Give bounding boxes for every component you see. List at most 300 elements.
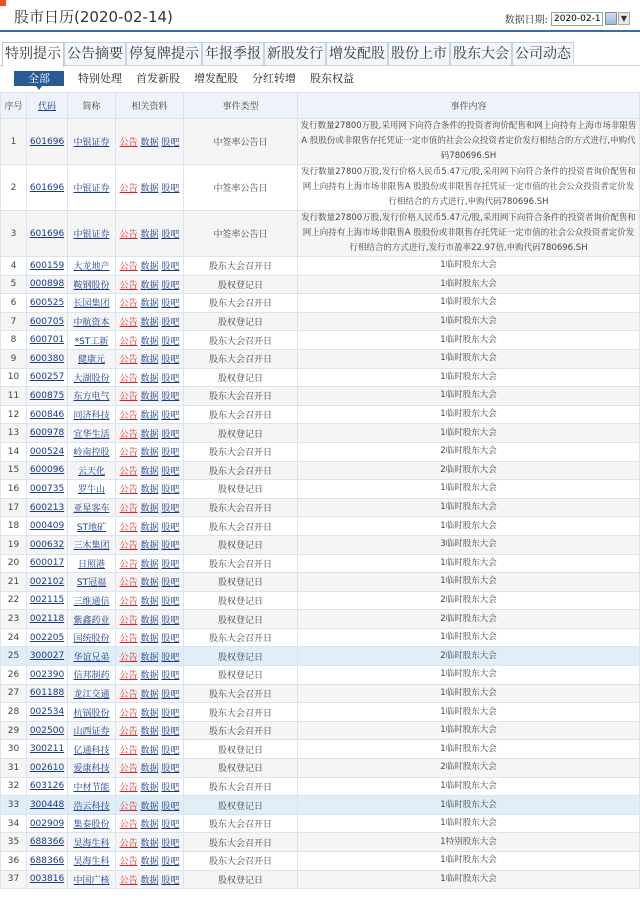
announcement-link[interactable]: 公告 <box>119 875 138 886</box>
row-name <box>68 759 116 778</box>
row-code <box>27 442 68 461</box>
guba-link[interactable]: 股吧 <box>161 857 180 868</box>
guba-link[interactable]: 股吧 <box>161 820 180 831</box>
announcement-link[interactable]: 公告 <box>119 689 138 700</box>
stock-name-link[interactable]: 亚星客车 <box>73 504 110 515</box>
row-code <box>27 573 68 592</box>
stock-name-link[interactable]: 罗牛山 <box>77 485 105 496</box>
data-link[interactable]: 数据 <box>140 708 159 719</box>
stock-code-link[interactable]: 000409 <box>29 521 65 532</box>
row-code <box>27 119 68 165</box>
stock-name-link[interactable]: 华谊兄弟 <box>73 652 110 663</box>
announcement-link[interactable]: 公告 <box>119 504 138 515</box>
stock-name-link[interactable]: 同济科技 <box>73 411 110 422</box>
chevron-down-icon[interactable]: ▼ <box>618 12 630 25</box>
announcement-link[interactable]: 公告 <box>119 671 138 682</box>
stock-name-link[interactable]: 浩云科技 <box>73 801 110 812</box>
data-link[interactable]: 数据 <box>140 485 159 496</box>
guba-link[interactable]: 股吧 <box>161 541 180 552</box>
row-code <box>27 684 68 703</box>
announcement-link[interactable]: 公告 <box>119 466 138 477</box>
announcement-link[interactable]: 公告 <box>119 541 138 552</box>
row-related <box>116 387 184 406</box>
row-name <box>68 814 116 833</box>
row-code <box>27 628 68 647</box>
tab-1[interactable]: 公告摘要 <box>64 42 126 65</box>
row-related <box>116 405 184 424</box>
stock-code-link[interactable]: 002534 <box>29 707 65 718</box>
table-row <box>1 498 640 517</box>
guba-link[interactable]: 股吧 <box>161 138 180 148</box>
stock-name-link[interactable]: 集泰股份 <box>73 820 110 831</box>
announcement-link[interactable]: 公告 <box>119 857 138 868</box>
row-seq: 16 <box>1 480 27 499</box>
row-seq: 5 <box>1 275 27 294</box>
row-event-type: 股权登记日 <box>184 610 298 629</box>
data-link[interactable]: 数据 <box>140 764 159 775</box>
guba-link[interactable]: 股吧 <box>161 596 180 607</box>
stock-code-link[interactable]: 002205 <box>29 632 65 643</box>
data-link[interactable]: 数据 <box>140 138 159 148</box>
subtab-2[interactable]: 首发新股 <box>136 72 180 85</box>
row-code <box>27 165 68 211</box>
stock-code-link[interactable]: 000524 <box>29 446 65 457</box>
stock-name-link[interactable]: 中银证券 <box>73 230 110 240</box>
data-link[interactable]: 数据 <box>140 448 159 459</box>
stock-name-link[interactable]: ST地矿 <box>76 522 107 533</box>
stock-code-link[interactable]: 600701 <box>29 335 65 346</box>
data-link[interactable]: 数据 <box>140 559 159 570</box>
calendar-icon[interactable] <box>605 12 617 25</box>
guba-link[interactable]: 股吧 <box>161 411 180 422</box>
announcement-link[interactable]: 公告 <box>119 652 138 663</box>
data-link[interactable]: 数据 <box>140 262 159 273</box>
guba-link[interactable]: 股吧 <box>161 355 180 366</box>
stock-code-link[interactable]: 600846 <box>29 409 65 420</box>
announcement-link[interactable]: 公告 <box>119 578 138 589</box>
stock-name-link[interactable]: 三木集团 <box>73 541 110 552</box>
row-seq: 10 <box>1 368 27 387</box>
row-code <box>27 294 68 313</box>
announcement-link[interactable]: 公告 <box>119 745 138 756</box>
row-seq: 21 <box>1 573 27 592</box>
stock-code-link[interactable]: 601696 <box>29 182 65 193</box>
row-event-content: 1临时股东大会 <box>298 814 640 833</box>
data-link[interactable]: 数据 <box>140 230 159 240</box>
row-event-type: 股权登记日 <box>184 535 298 554</box>
stock-code-link[interactable]: 601696 <box>29 228 65 239</box>
stock-code-link[interactable]: 600257 <box>29 372 65 383</box>
stock-code-link[interactable]: 003816 <box>29 874 65 885</box>
announcement-link[interactable]: 公告 <box>119 727 138 738</box>
stock-name-link[interactable]: 云天化 <box>77 466 105 477</box>
row-related <box>116 759 184 778</box>
data-link[interactable]: 数据 <box>140 615 159 626</box>
announcement-link[interactable]: 公告 <box>119 262 138 273</box>
table-row <box>1 517 640 536</box>
announcement-link[interactable]: 公告 <box>119 373 138 384</box>
guba-link[interactable]: 股吧 <box>161 504 180 515</box>
announcement-link[interactable]: 公告 <box>119 411 138 422</box>
guba-link[interactable]: 股吧 <box>161 336 180 347</box>
row-event-content: 1临时股东大会 <box>298 257 640 276</box>
row-seq: 18 <box>1 517 27 536</box>
guba-link[interactable]: 股吧 <box>161 466 180 477</box>
guba-link[interactable]: 股吧 <box>161 262 180 273</box>
row-related <box>116 628 184 647</box>
announcement-link[interactable]: 公告 <box>119 522 138 533</box>
row-event-content: 1临时股东大会 <box>298 703 640 722</box>
stock-name-link[interactable]: 爱康科技 <box>73 764 110 775</box>
data-link[interactable]: 数据 <box>140 634 159 645</box>
guba-link[interactable]: 股吧 <box>161 875 180 886</box>
stock-name-link[interactable]: 国统股份 <box>73 634 110 645</box>
guba-link[interactable]: 股吧 <box>161 634 180 645</box>
row-related <box>116 165 184 211</box>
data-link[interactable]: 数据 <box>140 411 159 422</box>
stock-code-link[interactable]: 688366 <box>29 855 65 866</box>
data-link[interactable]: 数据 <box>140 857 159 868</box>
row-event-type: 股权登记日 <box>184 870 298 889</box>
stock-code-link[interactable]: 000735 <box>29 483 65 494</box>
tab-6[interactable]: 股份上市 <box>388 42 450 65</box>
stock-code-link[interactable]: 600096 <box>29 465 65 476</box>
subtab-4[interactable]: 分红转增 <box>252 72 296 85</box>
row-code <box>27 368 68 387</box>
row-seq: 36 <box>1 852 27 871</box>
stock-code-link[interactable]: 002500 <box>29 725 65 736</box>
table-header-row <box>1 93 640 119</box>
row-event-content: 发行数量27800万股,采用网下向符合条件的投资者询价配售和网上向持有上海市场非限售A 股股份或非限售存托凭证一定市值的社会公众投资者定价发行相结合的方式进行,申购代码780696.SH <box>298 119 640 165</box>
announcement-link[interactable]: 公告 <box>119 838 138 849</box>
stock-code-link[interactable]: 600017 <box>29 558 65 569</box>
stock-code-link[interactable]: 600875 <box>29 390 65 401</box>
row-seq: 3 <box>1 211 27 257</box>
data-link[interactable]: 数据 <box>140 280 159 291</box>
announcement-link[interactable]: 公告 <box>119 280 138 291</box>
row-seq: 19 <box>1 535 27 554</box>
row-code <box>27 591 68 610</box>
stock-name-link[interactable]: ST冠福 <box>76 578 107 589</box>
stock-code-link[interactable]: 002390 <box>29 669 65 680</box>
stock-code-link[interactable]: 688366 <box>29 837 65 848</box>
guba-link[interactable]: 股吧 <box>161 429 180 440</box>
stock-name-link[interactable]: 信邦制药 <box>73 671 110 682</box>
row-related <box>116 721 184 740</box>
guba-link[interactable]: 股吧 <box>161 299 180 310</box>
row-event-content: 2临时股东大会 <box>298 591 640 610</box>
row-name <box>68 628 116 647</box>
table-row <box>1 777 640 796</box>
table-row <box>1 165 640 211</box>
announcement-link[interactable]: 公告 <box>119 184 138 194</box>
data-link[interactable]: 数据 <box>140 336 159 347</box>
subtab-3[interactable]: 增发配股 <box>194 72 238 85</box>
announcement-link[interactable]: 公告 <box>119 138 138 148</box>
stock-name-link[interactable]: 龙江交通 <box>73 689 110 700</box>
stock-name-link[interactable]: 东方电气 <box>73 392 110 403</box>
data-link[interactable]: 数据 <box>140 596 159 607</box>
tab-8[interactable]: 公司动态 <box>512 42 574 65</box>
data-link[interactable]: 数据 <box>140 184 159 194</box>
table-row <box>1 405 640 424</box>
data-link[interactable]: 数据 <box>140 392 159 403</box>
row-name <box>68 870 116 889</box>
data-link[interactable]: 数据 <box>140 838 159 849</box>
announcement-link[interactable]: 公告 <box>119 392 138 403</box>
row-event-type: 股东大会召开日 <box>184 684 298 703</box>
guba-link[interactable]: 股吧 <box>161 838 180 849</box>
stock-name-link[interactable]: *ST工新 <box>74 336 109 347</box>
stock-name-link[interactable]: 中银证券 <box>73 138 110 148</box>
guba-link[interactable]: 股吧 <box>161 230 180 240</box>
announcement-link[interactable]: 公告 <box>119 355 138 366</box>
announcement-link[interactable]: 公告 <box>119 615 138 626</box>
row-event-content: 1临时股东大会 <box>298 740 640 759</box>
announcement-link[interactable]: 公告 <box>119 336 138 347</box>
stock-code-link[interactable]: 600978 <box>29 428 65 439</box>
row-related <box>116 870 184 889</box>
row-event-type: 股权登记日 <box>184 759 298 778</box>
announcement-link[interactable]: 公告 <box>119 708 138 719</box>
row-code <box>27 703 68 722</box>
table-row <box>1 573 640 592</box>
stock-name-link[interactable]: 宜华生活 <box>73 429 110 440</box>
stock-code-link[interactable]: 002610 <box>29 762 65 773</box>
guba-link[interactable]: 股吧 <box>161 280 180 291</box>
stock-name-link[interactable]: 大龙地产 <box>73 262 110 273</box>
table-row <box>1 684 640 703</box>
guba-link[interactable]: 股吧 <box>161 764 180 775</box>
stock-code-link[interactable]: 300027 <box>29 651 65 662</box>
sort-code-link[interactable]: 代码 <box>37 102 56 112</box>
stock-name-link[interactable]: 中航资本 <box>73 318 110 329</box>
row-seq: 29 <box>1 721 27 740</box>
announcement-link[interactable]: 公告 <box>119 634 138 645</box>
stock-code-link[interactable]: 002118 <box>29 614 65 625</box>
tab-4[interactable]: 新股发行 <box>264 42 326 65</box>
stock-code-link[interactable]: 300211 <box>29 744 65 755</box>
announcement-link[interactable]: 公告 <box>119 318 138 329</box>
row-code <box>27 554 68 573</box>
stock-code-link[interactable]: 600380 <box>29 353 65 364</box>
row-code <box>27 535 68 554</box>
row-name <box>68 424 116 443</box>
data-link[interactable]: 数据 <box>140 782 159 793</box>
row-seq: 23 <box>1 610 27 629</box>
table-row <box>1 211 640 257</box>
tab-0[interactable]: 特别提示 <box>2 42 64 67</box>
data-link[interactable]: 数据 <box>140 466 159 477</box>
data-link[interactable]: 数据 <box>140 689 159 700</box>
stock-code-link[interactable]: 603126 <box>29 781 65 792</box>
stock-code-link[interactable]: 002909 <box>29 818 65 829</box>
row-event-content: 1临时股东大会 <box>298 424 640 443</box>
subtab-5[interactable]: 股东权益 <box>310 72 354 85</box>
data-link[interactable]: 数据 <box>140 671 159 682</box>
stock-code-link[interactable]: 000632 <box>29 539 65 550</box>
guba-link[interactable]: 股吧 <box>161 652 180 663</box>
guba-link[interactable]: 股吧 <box>161 485 180 496</box>
row-related <box>116 535 184 554</box>
table-row <box>1 703 640 722</box>
stock-name-link[interactable]: 长园集团 <box>73 299 110 310</box>
announcement-link[interactable]: 公告 <box>119 782 138 793</box>
row-event-type: 股权登记日 <box>184 591 298 610</box>
row-name <box>68 349 116 368</box>
row-seq: 6 <box>1 294 27 313</box>
row-event-type: 股东大会召开日 <box>184 554 298 573</box>
row-related <box>116 591 184 610</box>
announcement-link[interactable]: 公告 <box>119 485 138 496</box>
row-code <box>27 814 68 833</box>
stock-code-link[interactable]: 300448 <box>29 800 65 811</box>
row-name <box>68 498 116 517</box>
announcement-link[interactable]: 公告 <box>119 299 138 310</box>
announcement-link[interactable]: 公告 <box>119 820 138 831</box>
data-link[interactable]: 数据 <box>140 522 159 533</box>
announcement-link[interactable]: 公告 <box>119 429 138 440</box>
date-input[interactable] <box>551 12 603 26</box>
guba-link[interactable]: 股吧 <box>161 578 180 589</box>
row-event-type: 股东大会召开日 <box>184 833 298 852</box>
guba-link[interactable]: 股吧 <box>161 727 180 738</box>
row-seq: 13 <box>1 424 27 443</box>
guba-link[interactable]: 股吧 <box>161 782 180 793</box>
stock-code-link[interactable]: 601696 <box>29 136 65 147</box>
tab-5[interactable]: 增发配股 <box>326 42 388 65</box>
guba-link[interactable]: 股吧 <box>161 689 180 700</box>
guba-link[interactable]: 股吧 <box>161 373 180 384</box>
row-related <box>116 740 184 759</box>
guba-link[interactable]: 股吧 <box>161 708 180 719</box>
row-related <box>116 294 184 313</box>
stock-code-link[interactable]: 600159 <box>29 260 65 271</box>
row-code <box>27 796 68 815</box>
guba-link[interactable]: 股吧 <box>161 801 180 812</box>
data-link[interactable]: 数据 <box>140 727 159 738</box>
stock-code-link[interactable]: 600213 <box>29 502 65 513</box>
announcement-link[interactable]: 公告 <box>119 448 138 459</box>
stock-name-link[interactable]: 日照港 <box>77 559 105 570</box>
data-link[interactable]: 数据 <box>140 875 159 886</box>
guba-link[interactable]: 股吧 <box>161 184 180 194</box>
stock-name-link[interactable]: 亿通科技 <box>73 745 110 756</box>
data-link[interactable]: 数据 <box>140 504 159 515</box>
stock-name-link[interactable]: 健康元 <box>77 355 105 366</box>
row-related <box>116 852 184 871</box>
announcement-link[interactable]: 公告 <box>119 764 138 775</box>
data-link[interactable]: 数据 <box>140 652 159 663</box>
announcement-link[interactable]: 公告 <box>119 801 138 812</box>
row-code <box>27 610 68 629</box>
guba-link[interactable]: 股吧 <box>161 318 180 329</box>
stock-code-link[interactable]: 002115 <box>29 595 65 606</box>
stock-code-link[interactable]: 600705 <box>29 316 65 327</box>
data-link[interactable]: 数据 <box>140 820 159 831</box>
guba-link[interactable]: 股吧 <box>161 615 180 626</box>
row-event-type: 股权登记日 <box>184 740 298 759</box>
data-link[interactable]: 数据 <box>140 373 159 384</box>
data-link[interactable]: 数据 <box>140 355 159 366</box>
tab-3[interactable]: 年报季报 <box>202 42 264 65</box>
col-seq: 序号 <box>1 93 27 119</box>
stock-name-link[interactable]: 杭锅股份 <box>73 708 110 719</box>
row-seq: 26 <box>1 666 27 685</box>
guba-link[interactable]: 股吧 <box>161 392 180 403</box>
subtab-0[interactable]: 全部 <box>14 71 64 86</box>
row-name <box>68 405 116 424</box>
guba-link[interactable]: 股吧 <box>161 559 180 570</box>
table-row <box>1 442 640 461</box>
stock-code-link[interactable]: 000898 <box>29 279 65 290</box>
row-name <box>68 480 116 499</box>
stock-name-link[interactable]: 三维通信 <box>73 596 110 607</box>
stock-code-link[interactable]: 002102 <box>29 576 65 587</box>
guba-link[interactable]: 股吧 <box>161 522 180 533</box>
stock-name-link[interactable]: 中材节能 <box>73 782 110 793</box>
table-row <box>1 833 640 852</box>
row-seq: 31 <box>1 759 27 778</box>
data-link[interactable]: 数据 <box>140 745 159 756</box>
stock-name-link[interactable]: 昊海生科 <box>73 838 110 849</box>
stock-name-link[interactable]: 昊海生科 <box>73 857 110 868</box>
data-link[interactable]: 数据 <box>140 318 159 329</box>
row-related <box>116 610 184 629</box>
row-name <box>68 165 116 211</box>
row-event-content: 1临时股东大会 <box>298 666 640 685</box>
tab-2[interactable]: 停复牌提示 <box>126 42 202 65</box>
guba-link[interactable]: 股吧 <box>161 671 180 682</box>
stock-code-link[interactable]: 600525 <box>29 297 65 308</box>
data-link[interactable]: 数据 <box>140 299 159 310</box>
table-row <box>1 461 640 480</box>
guba-link[interactable]: 股吧 <box>161 448 180 459</box>
row-event-type: 股东大会召开日 <box>184 628 298 647</box>
guba-link[interactable]: 股吧 <box>161 745 180 756</box>
announcement-link[interactable]: 公告 <box>119 559 138 570</box>
row-event-content: 1临时股东大会 <box>298 480 640 499</box>
row-seq: 9 <box>1 349 27 368</box>
row-name <box>68 368 116 387</box>
announcement-link[interactable]: 公告 <box>119 596 138 607</box>
announcement-link[interactable]: 公告 <box>119 230 138 240</box>
data-link[interactable]: 数据 <box>140 578 159 589</box>
table-row <box>1 628 640 647</box>
stock-code-link[interactable]: 601188 <box>29 688 65 699</box>
col-related: 相关资料 <box>116 93 184 119</box>
row-seq: 33 <box>1 796 27 815</box>
data-link[interactable]: 数据 <box>140 541 159 552</box>
row-code <box>27 666 68 685</box>
stock-name-link[interactable]: 大湖股份 <box>73 373 110 384</box>
stock-name-link[interactable]: 中国广核 <box>73 875 110 886</box>
stock-name-link[interactable]: 中银证券 <box>73 184 110 194</box>
row-related <box>116 424 184 443</box>
row-code <box>27 498 68 517</box>
data-link[interactable]: 数据 <box>140 429 159 440</box>
row-related <box>116 119 184 165</box>
col-code[interactable] <box>27 93 68 119</box>
stock-name-link[interactable]: 鞍钢股份 <box>73 280 110 291</box>
row-seq: 15 <box>1 461 27 480</box>
stock-name-link[interactable]: 岭南控股 <box>73 448 110 459</box>
data-link[interactable]: 数据 <box>140 801 159 812</box>
stock-name-link[interactable]: 紫鑫药业 <box>73 615 110 626</box>
subtab-1[interactable]: 特别处理 <box>78 72 122 85</box>
stock-name-link[interactable]: 山西证券 <box>73 727 110 738</box>
tab-7[interactable]: 股东大会 <box>450 42 512 65</box>
